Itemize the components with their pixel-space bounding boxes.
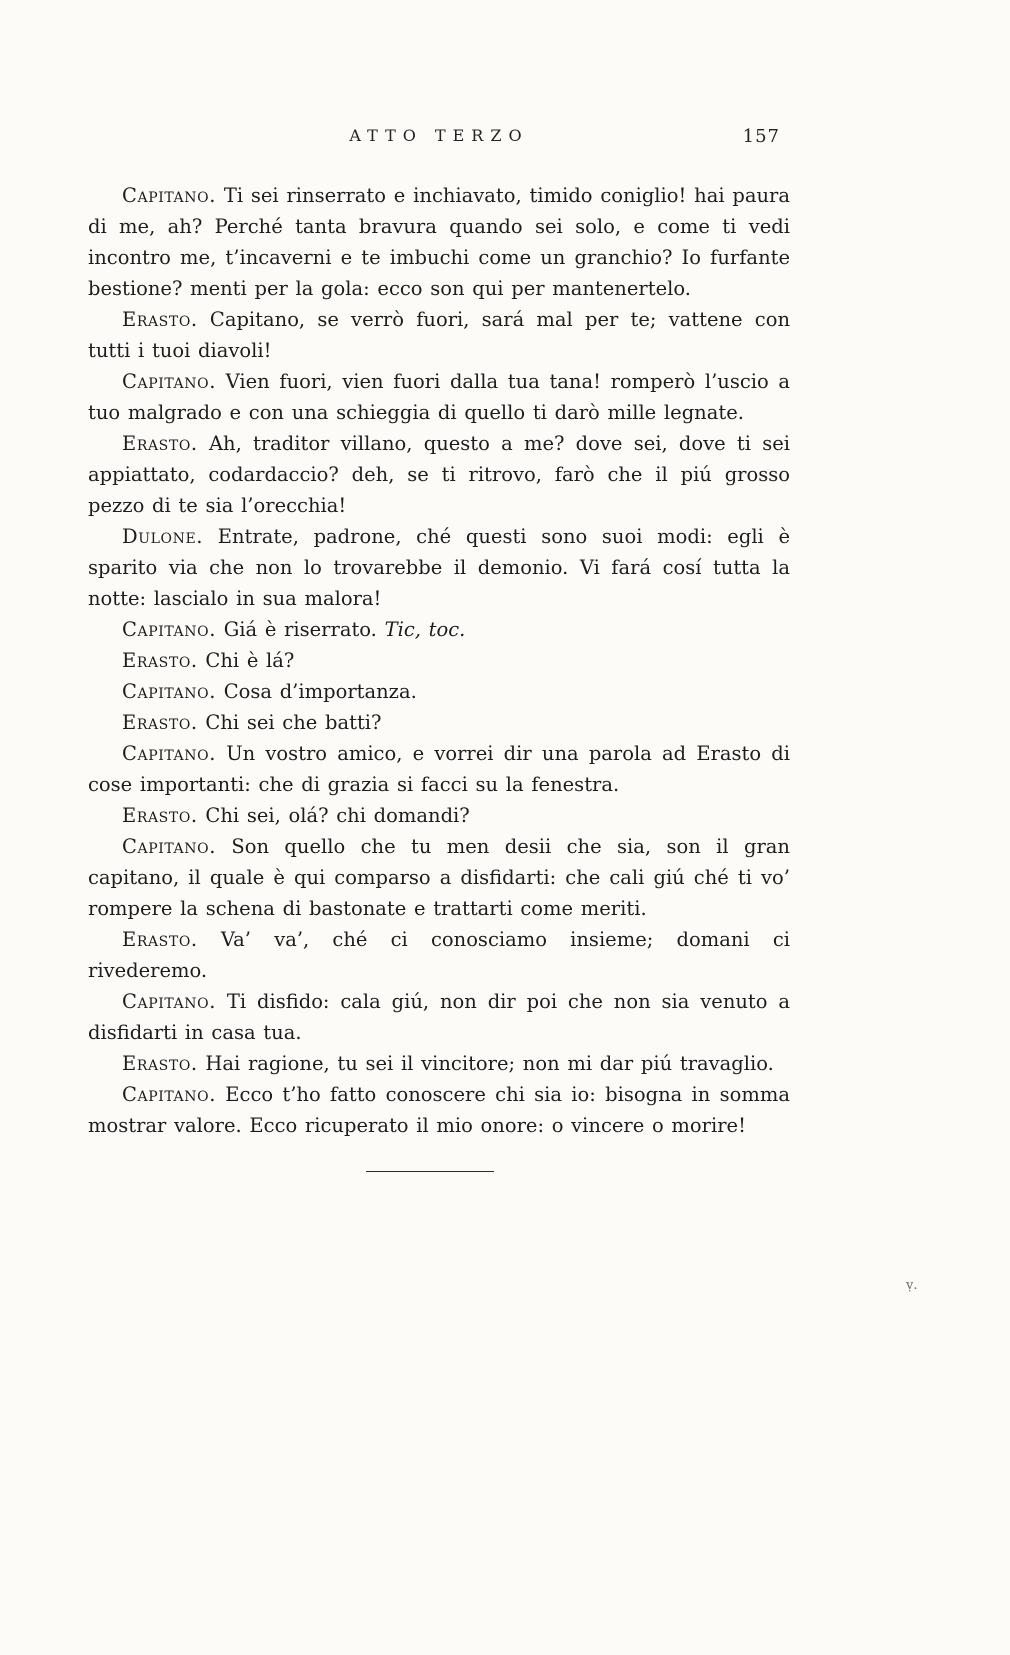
speaker-name: Dulone. [122, 525, 204, 548]
speaker-name: Erasto. [122, 711, 198, 734]
speaker-name: Capitano. [122, 990, 216, 1013]
dialogue-paragraph [88, 986, 790, 1048]
dialogue-paragraph [88, 1079, 790, 1141]
speaker-name: Capitano. [122, 835, 216, 858]
dialogue-text: Ecco t’ho fatto conoscere chi sia io: bisogna in somma mostrar valore. Ecco ricuperato il mio onore: o vincere o morire! [88, 1083, 790, 1137]
dialogue-text: Ti sei rinserrato e inchiavato, timido coniglio! hai paura di me, ah? Perché tanta bravura quando sei solo, e come ti vedi incontro me, t’incaverni e te imbuchi come un granchio? Io furfante bestione? menti per la gola: ecco son qui per mantenertelo. [88, 184, 791, 300]
speaker-name: Capitano. [122, 742, 216, 765]
speaker-name: Erasto. [122, 649, 198, 672]
act-title: ATTO TERZO [349, 126, 529, 145]
dialogue-paragraph [88, 614, 790, 645]
speaker-name: Erasto. [122, 1052, 198, 1075]
dialogue-paragraph [88, 676, 790, 707]
dialogue-text: Va’ va’, ché ci conosciamo insieme; domani ci rivederemo. [88, 928, 790, 982]
dialogue-paragraph [88, 304, 790, 366]
dialogue-paragraph [88, 800, 790, 831]
dialogue-paragraph [88, 366, 790, 428]
dialogue-text: Un vostro amico, e vorrei dir una parola ad Erasto di cose importanti: che di grazia si facci su la fenestra. [88, 742, 790, 796]
sound-effect-italic: Tic, toc. [384, 618, 466, 641]
speaker-name: Capitano. [122, 618, 216, 641]
speaker-name: Capitano. [122, 370, 216, 393]
scene-end-divider [366, 1171, 494, 1172]
dialogue-text: Capitano, se verrò fuori, sará mal per te; vattene con tutti i tuoi diavoli! [88, 308, 791, 362]
dialogue-text: Entrate, padrone, ché questi sono suoi modi: egli è sparito via che non lo trovarebbe il demonio. Vi fará cosí tutta la notte: lascialo in sua malora! [88, 525, 791, 610]
speaker-name: Erasto. [122, 804, 198, 827]
dialogue-paragraph [88, 428, 790, 521]
print-artifact: ṿ. [906, 1278, 918, 1293]
page-content [88, 126, 790, 1172]
dialogue-text: Chi è lá? [205, 649, 295, 672]
dialogue-text: Chi sei che batti? [205, 711, 382, 734]
dialogue-text: Son quello che tu men desii che sia, son il gran capitano, il quale è qui comparso a disfidarti: che cali giú ché ti vo’ rompere la schena di bastonate e trattarti come meriti. [88, 835, 790, 920]
speaker-name: Capitano. [122, 680, 216, 703]
page-number: 157 [742, 126, 780, 147]
dialogue-text-block [88, 180, 790, 1141]
dialogue-paragraph [88, 707, 790, 738]
dialogue-text: Giá è riserrato. [223, 618, 377, 641]
dialogue-text: Chi sei, olá? chi domandi? [205, 804, 470, 827]
dialogue-text: Ah, traditor villano, questo a me? dove sei, dove ti sei appiattato, codardaccio? deh, se ti ritrovo, farò che il piú grosso pezzo di te sia l’orecchia! [88, 432, 790, 517]
running-header [88, 126, 790, 158]
dialogue-paragraph [88, 831, 790, 924]
dialogue-text: Ti disfido: cala giú, non dir poi che non sia venuto a disfidarti in casa tua. [88, 990, 790, 1044]
dialogue-text: Vien fuori, vien fuori dalla tua tana! romperò l’uscio a tuo malgrado e con una schieggia di quello ti darò mille legnate. [88, 370, 790, 424]
dialogue-text: Cosa d’importanza. [223, 680, 417, 703]
speaker-name: Erasto. [122, 928, 198, 951]
dialogue-text: Hai ragione, tu sei il vincitore; non mi dar piú travaglio. [205, 1052, 774, 1075]
speaker-name: Capitano. [122, 1083, 216, 1106]
speaker-name: Erasto. [122, 308, 198, 331]
dialogue-paragraph [88, 1048, 790, 1079]
dialogue-paragraph [88, 738, 790, 800]
speaker-name: Capitano. [122, 184, 216, 207]
dialogue-paragraph [88, 180, 790, 304]
dialogue-paragraph [88, 521, 790, 614]
dialogue-paragraph [88, 924, 790, 986]
dialogue-paragraph [88, 645, 790, 676]
speaker-name: Erasto. [122, 432, 198, 455]
